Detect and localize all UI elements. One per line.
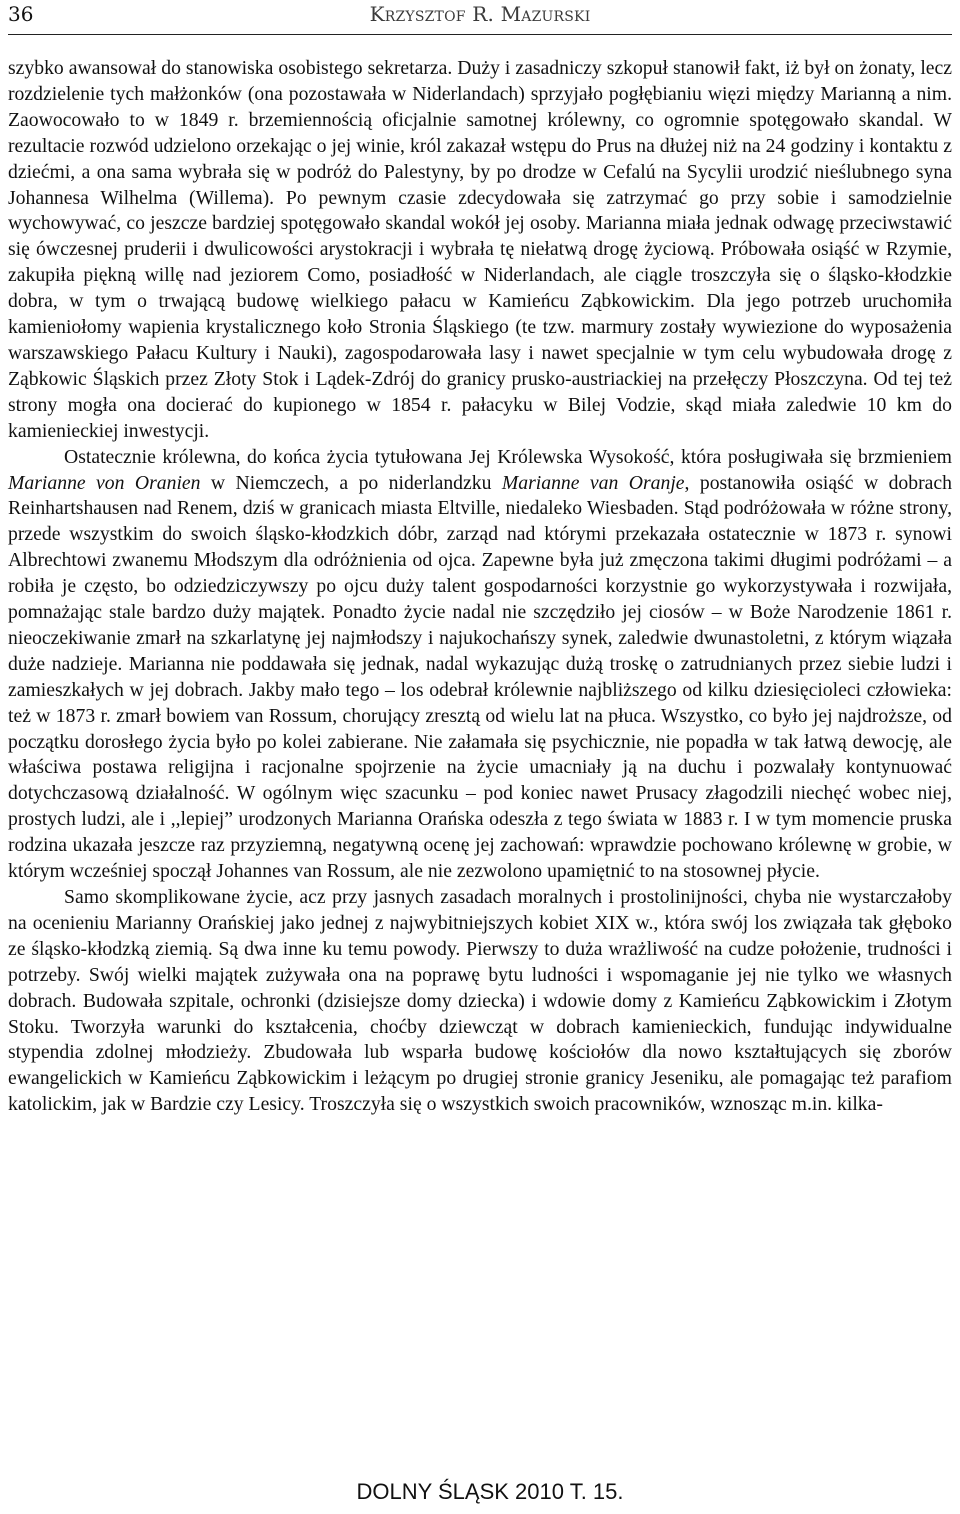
journal-footer: DOLNY ŚLĄSK 2010 T. 15. — [356, 1479, 624, 1504]
paragraph-1-text: szybko awansował do stanowiska osobistego sekretarza. Duży i zasadniczy szkopuł stanowił fakt, iż był on żonaty, lecz rozdzielenie tych małżonków (ona pozostawała w Niderlandach) sprzyjało pogłębianiu więzi między Marianną a nim. Zaowocowało to w 1849 r. brzemiennością oficjalnie samotnej królewny, co ogromnie spotęgowało skandal. W rezultacie rozwód udzielono orzekając o jej winie, król zakazał wstępu do Prus na dłużej niż na 24 godziny i kontaktu z dziećmi, a ona sama wybrała się w podróż do Palestyny, by po drodze w Cefalú na Sycylii urodzić nieślubnego syna Johannesa Wilhelma (Willema). Po pewnym czasie zdecydowała się zatrzymać go przy sobie i samodzielnie wychowywać, co jeszcze bardziej spotęgowało skandal wokół jej osoby. Marianna miała jednak odwagę przeciwstawić się ówczesnej pruderii i dwulicowości arystokracji i wybrała tę niełatwą drogę życiową. Próbowała osiąść w Rzymie, zakupiła piękną willę nad jeziorem Como, posiadłość w Niderlandach, ale ciągle troszczyła się o śląsko-kłodzkie dobra, w tym o trwającą budowę wielkiego pałacu w Kamieńcu Ząbkowickim. Dla jego potrzeb uruchomiła kamieniołomy wapienia krystalicznego koło Stronia Śląskiego (te tzw. marmury zostały wywiezione do wyposażenia warszawskiego Pałacu Kultury i Nauki), zagospodarowała lasy i nawet specjalnie w tym celu wybudowała drogę z Ząbkowic Śląskich przez Złoty Stok i Lądek-Zdrój do granicy prusko-austriackiej na przełęczy Płoszczyna. Od tej też strony mogła ona docierać do kupionego w 1854 r. pałacyku w Bilej Vodzie, skąd miała zaledwie 10 km do kamienieckiej inwestycji. — [8, 57, 952, 442]
page-number: 36 — [8, 2, 34, 26]
article-body — [8, 56, 952, 1118]
paragraph-2-text-b: w Niemczech, a po niderlandzku — [200, 471, 502, 494]
paragraph-1 — [8, 56, 952, 445]
running-head-author: Krzysztof R. Mazurski — [369, 2, 591, 26]
name-german: Marianne von Oranien — [8, 471, 201, 494]
name-dutch: Marianne van Oranje — [501, 471, 685, 494]
paragraph-2-text-c: , postanowiła osiąść w dobrach Reinhartshausen nad Renem, dziś w granicach miasta Eltville, niedaleko Wiesbaden. Stąd podróżowała w różne strony, przede wszystkim do swoich śląsko-kłodzkich dóbr, zarząd nad którymi przekazała ostatecznie w 1873 r. synowi Albrechtowi zwanemu Młodszym dla odróżnienia od ojca. Zapewne była już zmęczona takimi długimi podróżami – a robiła je często, bo odziedziczywszy po ojcu duży talent gospodarności korzystnie go wykorzystywała i rozwijała, pomnażając stale bardzo duży majątek. Ponadto życie nadal nie szczędziło jej ciosów – w Boże Narodzenie 1861 r. nieoczekiwanie zmarł na szkarlatynę jej najmłodszy i najukochańszy synek, zaledwie dwunastoletni, z którym wiązała duże nadzieje. Marianna nie poddawała się jednak, nadal wykazując dużą troskę o zatrudnianych przez siebie ludzi i zamieszkałych w jej dobrach. Jakby mało tego – los odebrał królewnie najbliższego od kilku dziesięcioleci człowieka: też w 1873 r. zmarł bowiem van Rossum, chorujący zresztą od wielu lat na płuca. Wszystko, co było jej najdroższe, od początku dorosłego życia było po kolei zabierane. Nie załamała się psychicznie, nie popadła w tak łatwą dewocję, ale właściwa postawa religijna i racjonalne spojrzenie na życie umacniały ją na duchu i pozwalały kontynuować dotychczasową działalność. W ogólnym więc szacunku – pod koniec nawet Prusacy złagodzili niechęć wobec niej, prostych ludzi, ale i ,,lepiej” urodzonych Marianna Orańska odeszła z tego świata w 1883 r. I w tym momencie pruska rodzina ukazała jeszcze raz przyziemną, negatywną ocenę jej zachowań: wprawdzie pochowano królewnę w grobie, w którym wcześniej spoczął Johannes van Rossum, ale nie zezwolono upamiętnić to na stosownej płycie. — [8, 471, 952, 883]
running-head — [8, 2, 952, 26]
paragraph-2-text-a: Ostatecznie królewna, do końca życia tytułowana Jej Królewska Wysokość, która posługiwała się brzmieniem — [64, 445, 952, 468]
paragraph-3-text: Samo skomplikowane życie, acz przy jasnych zasadach moralnych i prostolinijności, chyba nie wystarczałoby na ocenieniu Marianny Orańskiej jako jednej z najwybitniejszych kobiet XIX w., która swój los związała tak głęboko ze śląsko-kłodzką ziemią. Są dwa inne ku temu powody. Pierwszy to duża wrażliwość na cudze położenie, trudności i potrzeby. Swój wielki majątek zużywała ona na poprawę bytu ludności i wspomaganie jej nie tylko we własnych dobrach. Budowała szpitale, ochronki (dzisiejsze domy dziecka) i wdowie domy z Kamieńcu Ząbkowickim i Złotym Stoku. Tworzyła warunki do kształcenia, choćby dziewcząt w dobrach kamienieckich, fundując indywidualne stypendia zdolnej młodzieży. Zbudowała lub wsparła budowę kościołów dla nowo kształtujących się zborów ewangelickich w Kamieńcu Ząbkowickim i leżącym po drugiej stronie granicy Jeseniku, ale pomagając też parafiom katolickim, jak w Bardzie czy Lesicy. Troszczyła się o wszystkich swoich pracowników, wznosząc m.in. kilka- — [8, 886, 952, 1116]
paragraph-2 — [8, 445, 952, 885]
paragraph-3 — [8, 885, 952, 1118]
header-rule — [8, 34, 952, 35]
